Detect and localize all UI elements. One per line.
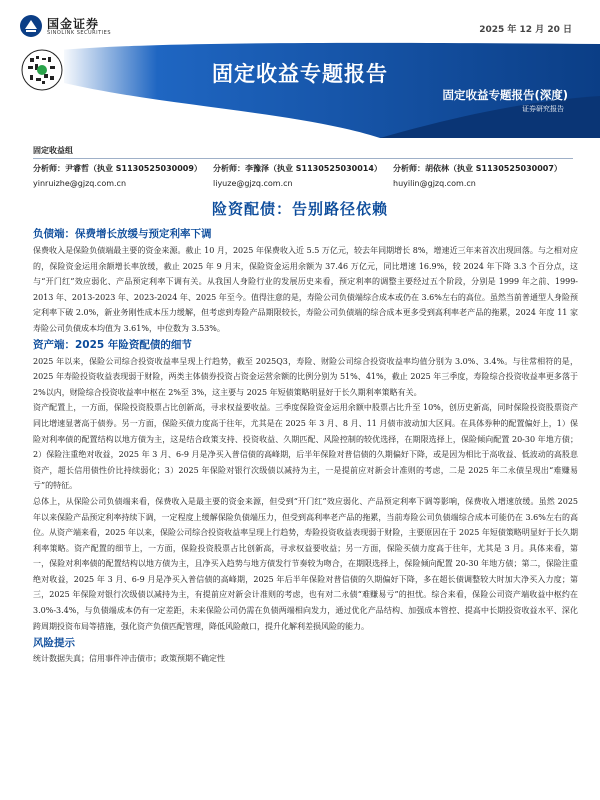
risk-heading: 风险提示	[33, 637, 75, 650]
report-type: 固定收益专题报告(深度)	[442, 88, 568, 102]
report-body	[33, 226, 578, 667]
paragraph: 总体上，从保险公司负债端来看，保费收入是最主要的资金来源，但受到“开门红”效应弱化、产品预定利率下调等影响，保费收入增速放缓。虽然 2025 年以来保险产品预定利率持续下调，一定程度上缓解保险负债端压力，但受到高利率老产品的拖累，当前寿险公司负债端综合成本可能仍在 3.6%左右的高位。从资产端来看，2025 年以来，保险公司综合投资收益率呈现上行趋势，寿险投资收益表现弱于财险，主要原因在于 2025 年短债策略明显好于长久期利率策略。资产配置的细节上，一方面，保险投资股票占比创新高，寻求权益要收益；另一方面，保险买债力度高于往年，尤其是 3 月。具体来看，第一，保险对利率债的配置结构以地方债为主，且净买入趋势与地方债发行节奏较为吻合，在期限选择上，保险倾向配置 20-30 年地方债；第二，保险注重绝对收益，2025 年 3 月、6-9 月是净买入普信债的高峰期，2025 年后半年保险对普信债的久期偏好下降，多在超长债调整较大时加大净买入力度；第三，2025 年保险对银行次级债以减持为主，有提前应对新会计准则的考虑，也有对二永债“难赚易亏”的担忧。综合来看，保险公司资产端收益中枢约在 3.0%-3.4%，与负债端成本仍有一定差距，未来保险公司仍需在负债两端相向发力，通过优化产品结构、加强成本管控、提高中长期投资收益水平、深化跨周期投资布局等措施，强化资产负债匹配管理，降低风险敞口，提升化解利差损风险的能力。	[33, 496, 578, 631]
analyst-item	[393, 163, 573, 188]
sinolink-logo-icon	[19, 14, 43, 38]
report-date: 2025 年 12 月 20 日	[479, 25, 572, 35]
analyst-email[interactable]: huyilin@gjzq.com.cn	[393, 179, 476, 188]
analyst-item	[213, 163, 393, 188]
document-title: 险资配债：告别路径依赖	[211, 200, 388, 218]
logo-text-en: SINOLINK SECURITIES	[47, 30, 111, 36]
paragraph: 保费收入是保险负债端最主要的资金来源。截止 10 月，2025 年保费收入近 5.5 万亿元，较去年同期增长 8%，增速近三年来首次出现回落。与之相对应的，保险资金运用余额增长率放缓，截止 2025 年 9 月末，保险资金运用余额为 37.46 万亿元，同比增速 16.9%，较 2024 年下降 3.3 个百分点，这与“开门红”效应弱化、产品预定利率下调有关。从我国人身险行业的发展历史来看，预定利率的调整主要经过五个阶段，分别是 1999 年之前、1999-2013 年、2013-2023 年、2023-2024 年、2025 年至今。值得注意的是，寿险公司负债端综合成本或仍在 3.6%左右的高位。虽然当前普通型人身险预定利率下破 2.0%，新业务刚性成本压力缓解，但考虑到寿险产品期限较长，寿险公司负债端的综合成本更多受到高利率老产品的拖累，2024 年度 11 家寿险公司负债成本均值为 3.61%，中位数为 3.53%。	[33, 246, 578, 333]
logo-text-cn: 国金证券	[47, 17, 100, 31]
analyst-row	[33, 163, 573, 188]
section-heading-liability: 负债端：保费增长放缓与预定利率下调	[33, 228, 212, 240]
report-header	[0, 0, 600, 138]
analyst-email[interactable]: liyuze@gjzq.com.cn	[213, 179, 293, 188]
report-main-title: 固定收益专题报告	[212, 62, 388, 86]
analyst-email[interactable]: yinruizhe@gjzq.com.cn	[33, 179, 127, 188]
risk-text: 统计数据失真；信用事件冲击债市；政策预期不确定性	[33, 654, 225, 664]
team-name: 固定收益组	[33, 145, 573, 159]
analyst-name: 分析师：尹睿哲（执业 S1130525030009）	[33, 164, 202, 173]
company-logo	[19, 12, 139, 42]
report-category: 证券研究报告	[522, 105, 564, 113]
paragraph: 2025 年以来，保险公司综合投资收益率呈现上行趋势，截至 2025Q3，寿险、财险公司综合投资收益率均值分别为 3.0%、3.4%。与往常相符的是，2025 年寿险投资收益表现弱于财险，两类主体债券投资占资金运营余额的比例分别为 51%、41%，截止 2025 年三季度，寿险综合投资收益率更多落于 2%以内，财险综合投资收益率中枢在 2%至 3%，这主要与 2025 年短债策略明显好于长久期利率策略有关。	[33, 356, 578, 397]
section-heading-asset: 资产端：2025 年险资配债的细节	[33, 338, 192, 351]
analyst-name: 分析师：李豫泽（执业 S1130525030014）	[213, 164, 382, 173]
paragraph: 资产配置上，一方面，保险投资股票占比创新高，寻求权益要收益。三季度保险资金运用余额中股票占比升至 10%，创历史新高，同时保险投资股票资产同比增速显著高于债券。另一方面，保险买债力度高于往年，尤其是在 2025 年 3 月、8 月、11 月债市波动加大区间。在具体券种的配置偏好上，1）保险对利率债的配置结构以地方债为主，这是结合政策支持、投资收益、久期匹配、风险控制的较优选择，在期限选择上，保险倾向配置 20-30 年地方债；2）保险注重绝对收益，2025 年 3 月、6-9 月是净买入普信债的高峰期，后半年保险对普信债的久期偏好下降，或是因为相比于高收益、低波动的高股息资产，超长信用债性价比持续弱化；3）2025 年保险对银行次级债以减持为主，一是提前应对新会计准则的考虑，二是 2025 年二永债呈现出“难赚易亏”的特征。	[33, 403, 578, 491]
analyst-name: 分析师：胡依林（执业 S1130525030007）	[393, 164, 562, 173]
analyst-item	[33, 163, 213, 188]
analyst-block	[33, 145, 573, 188]
